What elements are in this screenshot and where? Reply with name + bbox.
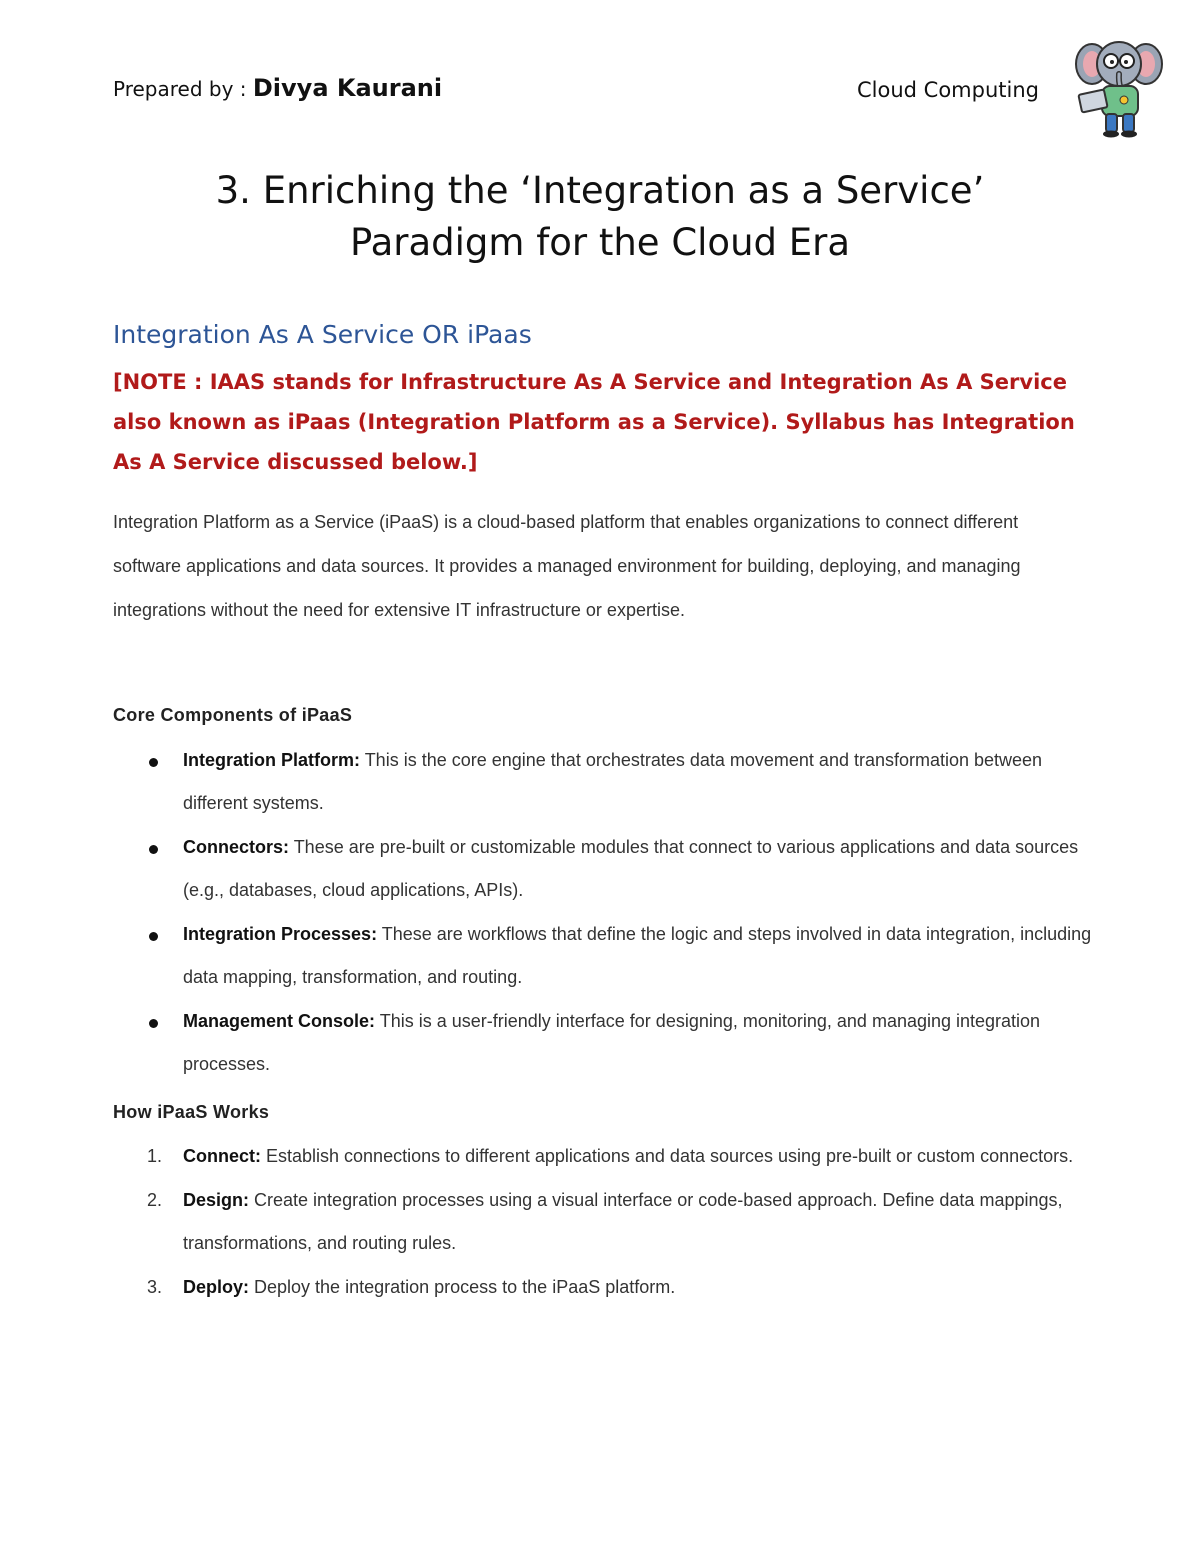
page-title <box>60 165 1140 269</box>
list-item <box>113 826 1103 912</box>
list-item <box>113 1266 1103 1309</box>
bullet-icon <box>149 758 158 767</box>
item-number: 1. <box>147 1146 163 1166</box>
item-term: Management Console: <box>183 1011 376 1031</box>
how-ipaas-works-list <box>113 1135 1103 1310</box>
item-number: 3. <box>147 1277 163 1297</box>
list-item <box>113 739 1103 825</box>
bullet-icon <box>149 932 158 941</box>
elephant-mascot-icon <box>1074 34 1164 139</box>
note-paragraph: [NOTE : IAAS stands for Infrastructure As A Service and Integration As A Service also known as iPaas (Integration Platform as a Service). Syllabus has Integration As A Service discussed below.] <box>113 370 1075 474</box>
item-text: Deploy the integration process to the iPaaS platform. <box>249 1277 676 1297</box>
item-term: Connectors: <box>183 837 290 857</box>
item-text: These are pre-built or customizable modules that connect to various applications and data sources (e.g., databases, cloud applications, APIs). <box>183 837 1079 900</box>
item-text: This is the core engine that orchestrates data movement and transformation between different systems. <box>183 750 1043 813</box>
item-text: This is a user-friendly interface for designing, monitoring, and managing integration processes. <box>183 1011 1041 1074</box>
bullet-icon <box>149 845 158 854</box>
subject-label: Cloud Computing <box>857 78 1039 102</box>
intro-paragraph: Integration Platform as a Service (iPaaS) is a cloud-based platform that enables organizations to connect different software applications and data sources. It provides a managed environment for building, deploying, and managing integrations without the need for extensive IT infrastructure or expertise. <box>113 512 1021 620</box>
item-term: Integration Processes: <box>183 924 378 944</box>
core-components-heading: Core Components of iPaaS <box>113 705 353 725</box>
item-term: Connect: <box>183 1146 261 1166</box>
item-text: Create integration processes using a visual interface or code-based approach. Define data mappings, transformations, and routing rules. <box>183 1190 1063 1253</box>
title-line-2: Paradigm for the Cloud Era <box>349 221 851 264</box>
item-term: Integration Platform: <box>183 750 361 770</box>
author-name: Divya Kaurani <box>252 74 443 102</box>
page-header-author <box>113 74 442 102</box>
item-term: Design: <box>183 1190 250 1210</box>
list-item <box>113 913 1103 999</box>
prepared-by-label: Prepared by : <box>113 77 253 101</box>
item-term: Deploy: <box>183 1277 250 1297</box>
how-ipaas-works-heading: How iPaaS Works <box>113 1102 270 1122</box>
core-components-list <box>113 739 1103 1087</box>
list-item <box>113 1000 1103 1086</box>
title-line-1: 3. Enriching the ‘Integration as a Service’ <box>215 169 985 212</box>
bullet-icon <box>149 1019 158 1028</box>
list-item <box>113 1135 1103 1178</box>
item-text: These are workflows that define the logic and steps involved in data integration, including data mapping, transformation, and routing. <box>183 924 1092 987</box>
list-item <box>113 1179 1103 1265</box>
section-heading: Integration As A Service OR iPaas <box>113 320 532 349</box>
item-text: Establish connections to different applications and data sources using pre-built or custom connectors. <box>261 1146 1074 1166</box>
item-number: 2. <box>147 1190 163 1210</box>
